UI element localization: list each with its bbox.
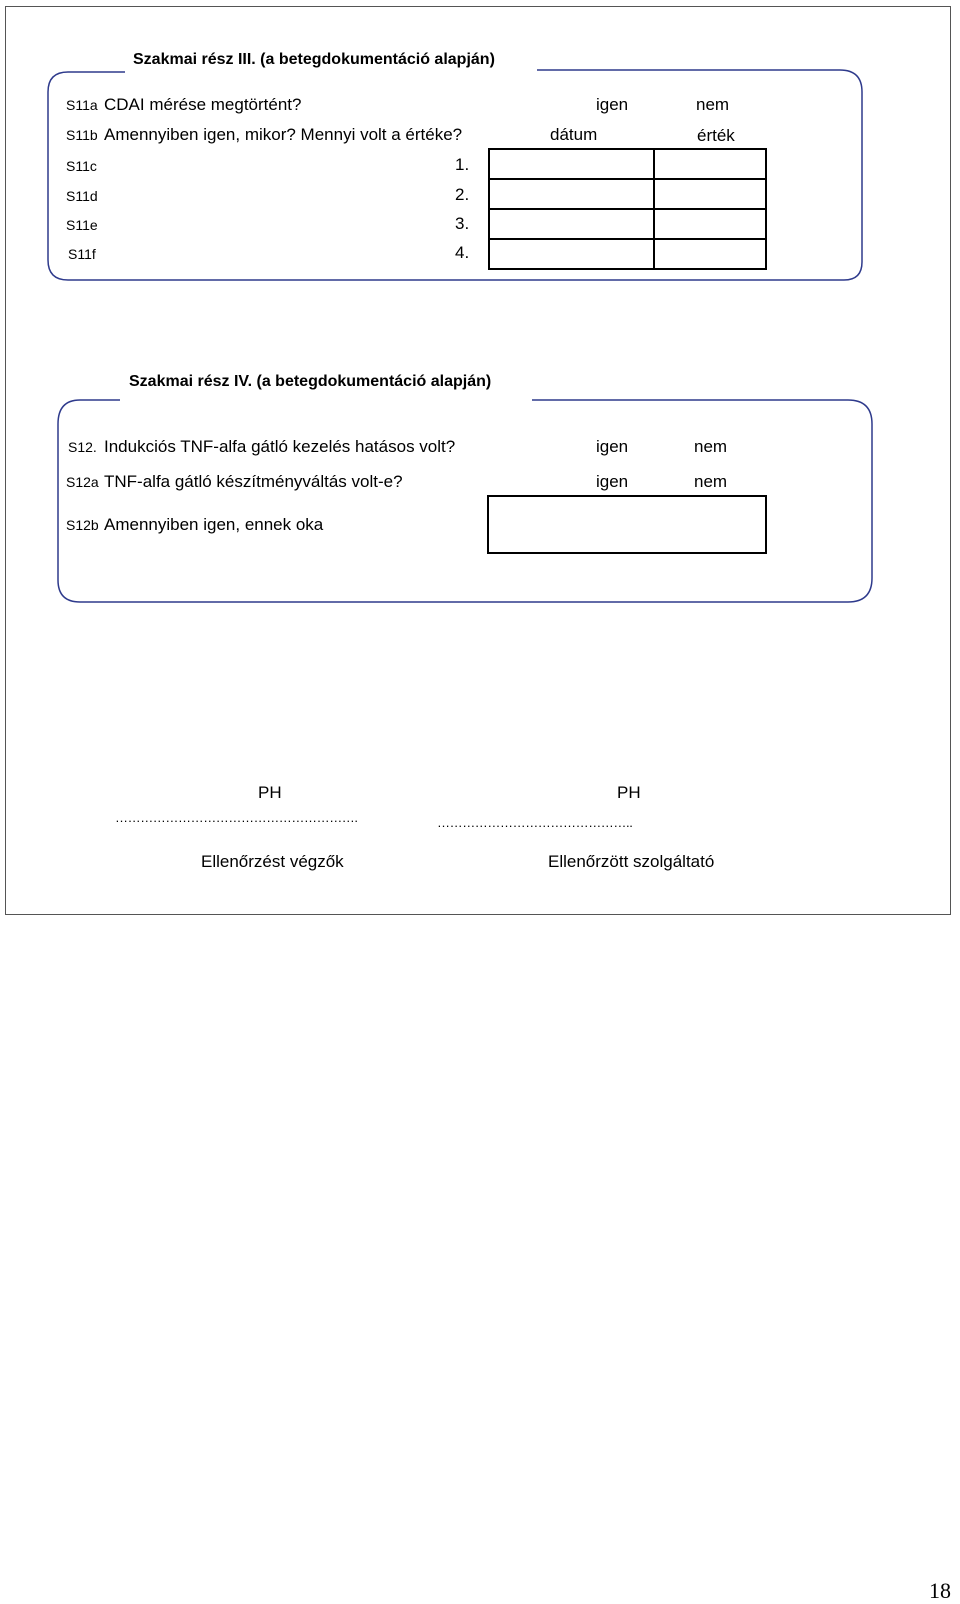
question-code: S11b (66, 127, 98, 143)
reason-input-box[interactable] (487, 495, 767, 554)
row-code: S11e (66, 217, 98, 233)
question-text: Amennyiben igen, ennek oka (104, 515, 324, 534)
no-option[interactable]: nem (694, 472, 728, 491)
page-number: 18 (929, 1578, 951, 1603)
row-code: S11c (66, 158, 97, 174)
date-cell[interactable] (488, 178, 655, 210)
stamp-label-right: PH (617, 783, 641, 802)
signature-label-left: Ellenőrzést végzők (201, 852, 344, 871)
stamp-label-left: PH (258, 783, 282, 802)
signature-line-right: ……………………………………….. (437, 815, 633, 830)
yes-option[interactable]: igen (596, 437, 629, 456)
yes-option[interactable]: igen (596, 472, 629, 491)
value-cell[interactable] (653, 208, 767, 240)
signature-line-left: …………………………………………………. (115, 810, 358, 825)
question-text: Amennyiben igen, mikor? Mennyi volt a értéke? (104, 125, 463, 144)
section3-title: Szakmai rész III. (a betegdokumentáció alapján) (133, 51, 495, 68)
row-number: 2. (455, 185, 470, 204)
date-column-header: dátum (550, 125, 598, 144)
question-code: S12a (66, 474, 99, 490)
date-cell[interactable] (488, 238, 655, 270)
row-number: 4. (455, 243, 470, 262)
question-text: Indukciós TNF-alfa gátló kezelés hatásos volt? (104, 437, 456, 456)
row-number: 3. (455, 214, 470, 233)
question-code: S12. (68, 439, 97, 455)
question-code: S11a (66, 97, 98, 113)
date-cell[interactable] (488, 208, 655, 240)
signature-label-right: Ellenőrzött szolgáltató (548, 852, 715, 871)
no-option[interactable]: nem (694, 437, 728, 456)
section4-title: Szakmai rész IV. (a betegdokumentáció alapján) (129, 373, 492, 390)
row-code: S11f (68, 246, 96, 262)
yes-option[interactable]: igen (596, 95, 629, 114)
row-number: 1. (455, 155, 470, 174)
question-code: S12b (66, 517, 99, 533)
value-cell[interactable] (653, 238, 767, 270)
date-cell[interactable] (488, 148, 655, 180)
question-text: TNF-alfa gátló készítményváltás volt-e? (104, 472, 403, 491)
value-column-header: érték (697, 126, 735, 145)
value-cell[interactable] (653, 148, 767, 180)
question-text: CDAI mérése megtörtént? (104, 95, 302, 114)
value-cell[interactable] (653, 178, 767, 210)
no-option[interactable]: nem (696, 95, 730, 114)
row-code: S11d (66, 188, 98, 204)
